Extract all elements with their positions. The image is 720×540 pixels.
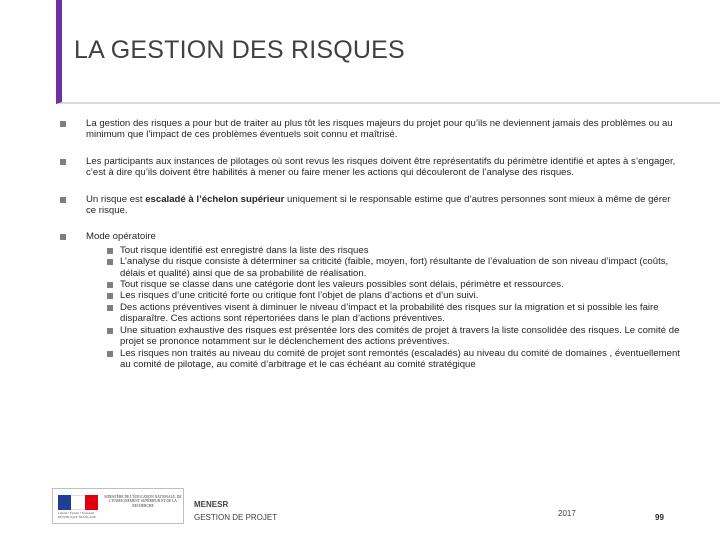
- footer-year: 2017: [558, 509, 576, 518]
- sub-bullet-text: Tout risque identifié est enregistré dans la liste des risques: [120, 244, 369, 256]
- sub-bullet-text: L’analyse du risque consiste à déterminer sa criticité (faible, moyen, fort) résultante de l’évaluation de son niveau d’impact (coûts, délais et qualité) ainsi que de sa probabilité de réalisation.: [120, 256, 669, 279]
- sub-bullet-item: [120, 302, 680, 325]
- ministry-logo: [52, 488, 184, 524]
- bullet-text: La gestion des risques a pour but de traiter au plus tôt les risques majeurs du projet pour qu’ils ne deviennent jamais des problèmes ou au minimum que l’impact de ces problèmes éventuels soit connu et maîtrisé.: [86, 118, 673, 141]
- square-bullet-icon: [60, 197, 66, 203]
- bullet-text-after: uniquement si le responsable estime que d’autres personnes sont mieux à même de gérer ce risque.: [86, 193, 671, 217]
- square-bullet-icon: [107, 248, 113, 254]
- sub-bullet-item: [120, 325, 680, 348]
- sub-bullet-item: [120, 279, 680, 290]
- sub-bullet-text: Tout risque se classe dans une catégorie dont les valeurs possibles sont délais, périmètre et ressources.: [120, 279, 564, 291]
- sub-bullet-text: Les risques d’une criticité forte ou critique font l’objet de plans d’actions et d’un suivi.: [120, 290, 479, 302]
- bullet-text-before: Un risque est: [86, 193, 146, 205]
- sub-bullet-item: [120, 348, 680, 371]
- square-bullet-icon: [107, 282, 113, 288]
- bullet-mode-operatoire: [58, 231, 680, 370]
- slide-content: [58, 118, 680, 370]
- square-bullet-icon: [60, 121, 66, 127]
- square-bullet-icon: [60, 234, 66, 240]
- bullet-text-emphasis: escaladé à l’échelon supérieur: [145, 193, 285, 205]
- sub-bullet-text: Les risques non traités au niveau du comité de projet sont remontés (escaladés) au niveau du comité de domaines , éventuellement au comité de pilotage, au comité d’arbitrage et le cas échéant au comité stratégique: [120, 347, 680, 370]
- footer-org: MENESR: [194, 500, 229, 509]
- square-bullet-icon: [107, 328, 113, 334]
- square-bullet-icon: [60, 159, 66, 165]
- french-flag-icon: [58, 495, 98, 510]
- bullet-label: Mode opératoire: [86, 231, 156, 243]
- bullet-purpose: [58, 118, 680, 141]
- bullet-participants: [58, 156, 680, 179]
- sub-bullet-text: Une situation exhaustive des risques est présentée lors des comités de projet à travers la liste consolidée des risques. Le comité de projet se prononce notamment sur le déclenchement des actions préventives.: [120, 324, 680, 348]
- square-bullet-icon: [107, 305, 113, 311]
- square-bullet-icon: [107, 351, 113, 357]
- logo-motto: Liberté • Égalité • Fraternité RÉPUBLIQUE FRANÇAISE: [58, 511, 97, 519]
- logo-ministry-name: MINISTÈRE DE L’ÉDUCATION NATIONALE, DE L’ENSEIGNEMENT SUPÉRIEUR ET DE LA RECHERCHE: [104, 495, 182, 508]
- sub-bullet-item: [120, 256, 680, 279]
- sub-bullet-item: [120, 290, 680, 301]
- sub-bullet-text: Des actions préventives visent à diminuer le niveau d’impact et la probabilité des risques sur la migration et si possible les faire disparaître. Ces actions sont répertoriées dans le plan d’actions préventives.: [120, 301, 659, 325]
- footer-subtitle: GESTION DE PROJET: [194, 513, 278, 522]
- square-bullet-icon: [107, 293, 113, 299]
- slide-title: LA GESTION DES RISQUES: [74, 36, 405, 64]
- bullet-escalation: [58, 194, 680, 217]
- square-bullet-icon: [107, 259, 113, 265]
- sub-bullet-item: [120, 245, 680, 256]
- title-block: [56, 0, 720, 104]
- page-number: 99: [655, 513, 664, 522]
- bullet-text: Les participants aux instances de pilotages où sont revus les risques doivent être représentatifs du périmètre identifié et aptes à s’engager, c’est à dire qu’ils doivent être habilités à mener ou faire mener les actions qui découleront de l’analyse des risques.: [86, 155, 676, 179]
- sub-bullet-list: [86, 245, 680, 370]
